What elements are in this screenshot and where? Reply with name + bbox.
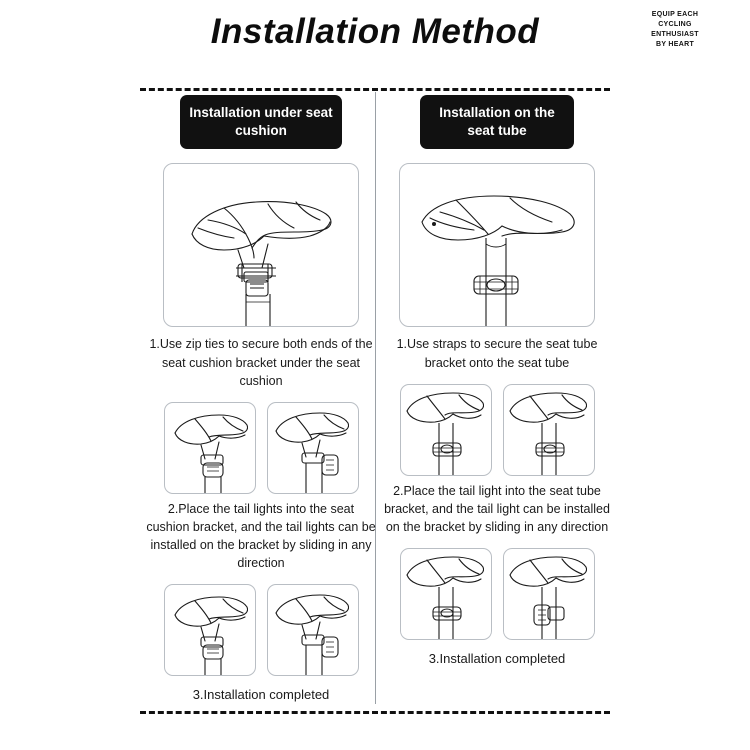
brand-line-3: ENTHUSIAST (651, 31, 699, 39)
brand-line-1: EQUIP EACH (651, 11, 699, 18)
illustration-seattube-completed-left (400, 548, 492, 640)
illustration-saddle-taillight-right (267, 402, 359, 494)
column-heading-right: Installation on the seat tube (420, 95, 574, 149)
illustration-seattube-completed-right (503, 548, 595, 640)
step-2-caption-right: 2.Place the tail light into the seat tube bracket, and the tail light can be installed on the bracket by sliding in any direction (384, 483, 610, 534)
illustration-seattube-strap (399, 163, 595, 327)
step-2-images-left (146, 402, 376, 494)
step-3-images-right (382, 548, 612, 640)
illustration-saddle-bracket-ziptie (163, 163, 359, 327)
illustration-seattube-taillight-left (400, 384, 492, 476)
illustration-saddle-completed-right (267, 584, 359, 676)
column-under-seat-cushion (146, 95, 376, 705)
illustration-seattube-taillight-right (503, 384, 595, 476)
brand-tagline (630, 10, 720, 51)
column-heading-left: Installation under seat cushion (180, 95, 342, 149)
brand-line-4: BY HEART (655, 41, 695, 49)
step-2-images-right (382, 384, 612, 476)
column-on-seat-tube (382, 95, 612, 669)
page-title: Installation Method (210, 12, 540, 51)
step-1-caption-right: 1.Use straps to secure the seat tube bracket onto the seat tube (396, 337, 598, 370)
illustration-saddle-taillight-left (164, 402, 256, 494)
page-header (0, 0, 750, 70)
brand-line-2: CYCLING (658, 21, 692, 29)
step-3-caption-left: 3.Installation completed (192, 687, 330, 703)
step-3-caption-right: 3.Installation completed (428, 651, 566, 667)
step-1-caption-left: 1.Use zip ties to secure both ends of the seat cushion bracket under the seat cushion (149, 337, 373, 388)
step-2-caption-left: 2.Place the tail lights into the seat cushion bracket, and the tail lights can be installed on the bracket by sliding in any direction (146, 501, 376, 571)
illustration-saddle-completed-left (164, 584, 256, 676)
step-3-images-left (146, 584, 376, 676)
